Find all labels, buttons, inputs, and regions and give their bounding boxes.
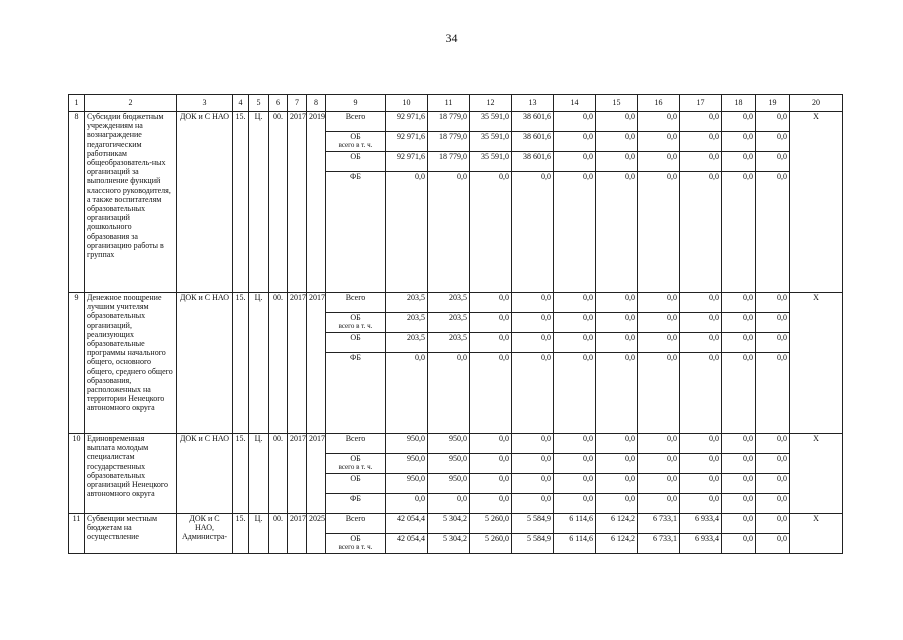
- amount-cell: 0,0: [638, 172, 680, 293]
- amount-cell: 5 584,9: [512, 534, 554, 554]
- code-cell: 15.: [233, 434, 249, 514]
- funding-source-sub: всего в т. ч.: [338, 141, 373, 150]
- funding-source-label: ОБ: [350, 454, 361, 463]
- amount-cell: 0,0: [680, 132, 722, 152]
- amount-cell: 35 591,0: [470, 112, 512, 132]
- start-year: 2017: [288, 514, 307, 554]
- row-number: 8: [69, 112, 85, 293]
- code-cell: 00.: [269, 434, 288, 514]
- amount-cell: 0,0: [756, 293, 790, 313]
- activity-description: Единовременная выплата молодым специалистам государственных образовательных организаций Ненецкого автономного округа: [85, 434, 177, 514]
- amount-cell: 92 971,6: [386, 112, 428, 132]
- funding-source-sub: всего в т. ч.: [338, 543, 373, 552]
- column-number: 9: [326, 95, 386, 112]
- funding-source: [326, 494, 386, 514]
- start-year: 2017: [288, 112, 307, 293]
- amount-cell: 950,0: [386, 474, 428, 494]
- amount-cell: 0,0: [470, 353, 512, 434]
- row-number: 11: [69, 514, 85, 554]
- funding-source-label: ОБ: [350, 152, 361, 161]
- column-number: 5: [249, 95, 269, 112]
- executor: ДОК и С НАО, Администра-: [177, 514, 233, 554]
- funding-source-label: ФБ: [350, 353, 361, 362]
- amount-cell: 0,0: [596, 474, 638, 494]
- amount-cell: 0,0: [512, 313, 554, 333]
- amount-cell: 0,0: [680, 112, 722, 132]
- amount-cell: 0,0: [386, 172, 428, 293]
- amount-cell: 6 933,4: [680, 514, 722, 534]
- amount-cell: 0,0: [756, 172, 790, 293]
- amount-cell: 0,0: [596, 293, 638, 313]
- amount-cell: 5 304,2: [428, 534, 470, 554]
- amount-cell: 38 601,6: [512, 152, 554, 172]
- row-number: 10: [69, 434, 85, 514]
- amount-cell: 0,0: [554, 474, 596, 494]
- column-number: 16: [638, 95, 680, 112]
- funding-source: [326, 132, 386, 152]
- financing-table: [68, 94, 843, 554]
- amount-cell: 0,0: [680, 333, 722, 353]
- amount-cell: 0,0: [512, 494, 554, 514]
- column-number: 12: [470, 95, 512, 112]
- amount-cell: 0,0: [756, 152, 790, 172]
- table-row: [69, 434, 843, 454]
- column-number: 17: [680, 95, 722, 112]
- amount-cell: 0,0: [596, 152, 638, 172]
- column-number: 4: [233, 95, 249, 112]
- funding-source: [326, 152, 386, 172]
- page-number: 34: [445, 31, 458, 45]
- funding-source-label: ОБ: [350, 534, 361, 543]
- amount-cell: 0,0: [638, 434, 680, 454]
- amount-cell: 0,0: [638, 474, 680, 494]
- amount-cell: 203,5: [428, 313, 470, 333]
- amount-cell: 0,0: [554, 152, 596, 172]
- funding-source-label: ФБ: [350, 172, 361, 181]
- amount-cell: 0,0: [428, 353, 470, 434]
- funding-source: [326, 434, 386, 454]
- result-indicator: Х: [790, 112, 843, 293]
- column-number: 14: [554, 95, 596, 112]
- amount-cell: 0,0: [554, 293, 596, 313]
- amount-cell: 0,0: [722, 534, 756, 554]
- amount-cell: 0,0: [470, 333, 512, 353]
- amount-cell: 18 779,0: [428, 132, 470, 152]
- amount-cell: 0,0: [638, 112, 680, 132]
- amount-cell: 0,0: [596, 172, 638, 293]
- amount-cell: 35 591,0: [470, 152, 512, 172]
- funding-source: [326, 112, 386, 132]
- amount-cell: 0,0: [596, 434, 638, 454]
- amount-cell: 0,0: [722, 434, 756, 454]
- amount-cell: 0,0: [554, 112, 596, 132]
- amount-cell: 6 124,2: [596, 534, 638, 554]
- amount-cell: 203,5: [428, 293, 470, 313]
- funding-source: [326, 333, 386, 353]
- funding-source-label: Всего: [345, 514, 366, 523]
- table-row: [69, 514, 843, 534]
- amount-cell: 5 304,2: [428, 514, 470, 534]
- amount-cell: 92 971,6: [386, 132, 428, 152]
- funding-source: [326, 474, 386, 494]
- amount-cell: 0,0: [470, 474, 512, 494]
- amount-cell: 0,0: [470, 494, 512, 514]
- code-cell: Ц.: [249, 112, 269, 293]
- funding-source-sub: всего в т. ч.: [338, 463, 373, 472]
- amount-cell: 0,0: [680, 353, 722, 434]
- amount-cell: 0,0: [512, 172, 554, 293]
- amount-cell: 6 733,1: [638, 514, 680, 534]
- activity-description: Субвенции местным бюджетам на осуществление: [85, 514, 177, 554]
- amount-cell: 6 114,6: [554, 534, 596, 554]
- code-cell: 00.: [269, 293, 288, 434]
- column-number: 1: [69, 95, 85, 112]
- code-cell: 15.: [233, 112, 249, 293]
- column-number: 19: [756, 95, 790, 112]
- funding-source: [326, 353, 386, 434]
- column-number: 20: [790, 95, 843, 112]
- amount-cell: 950,0: [428, 454, 470, 474]
- amount-cell: 0,0: [722, 112, 756, 132]
- amount-cell: 0,0: [512, 333, 554, 353]
- amount-cell: 0,0: [680, 172, 722, 293]
- amount-cell: 0,0: [638, 293, 680, 313]
- amount-cell: 35 591,0: [470, 132, 512, 152]
- amount-cell: 0,0: [722, 293, 756, 313]
- amount-cell: 5 260,0: [470, 514, 512, 534]
- result-indicator: Х: [790, 293, 843, 434]
- amount-cell: 0,0: [756, 132, 790, 152]
- amount-cell: 0,0: [596, 333, 638, 353]
- amount-cell: 950,0: [428, 474, 470, 494]
- amount-cell: 0,0: [756, 454, 790, 474]
- amount-cell: 0,0: [554, 454, 596, 474]
- amount-cell: 0,0: [680, 313, 722, 333]
- amount-cell: 6 933,4: [680, 534, 722, 554]
- amount-cell: 0,0: [638, 132, 680, 152]
- code-cell: 15.: [233, 293, 249, 434]
- column-number: 8: [307, 95, 326, 112]
- amount-cell: 0,0: [680, 454, 722, 474]
- row-number: 9: [69, 293, 85, 434]
- end-year: 2025: [307, 514, 326, 554]
- amount-cell: 0,0: [756, 514, 790, 534]
- end-year: 2019: [307, 112, 326, 293]
- amount-cell: 0,0: [470, 454, 512, 474]
- column-number-row: [69, 95, 843, 112]
- amount-cell: 0,0: [756, 474, 790, 494]
- amount-cell: 203,5: [428, 333, 470, 353]
- amount-cell: 0,0: [470, 293, 512, 313]
- amount-cell: 0,0: [512, 353, 554, 434]
- start-year: 2017: [288, 293, 307, 434]
- amount-cell: 0,0: [554, 172, 596, 293]
- amount-cell: 0,0: [470, 172, 512, 293]
- amount-cell: 0,0: [512, 474, 554, 494]
- amount-cell: 0,0: [638, 152, 680, 172]
- amount-cell: 0,0: [596, 353, 638, 434]
- amount-cell: 0,0: [470, 313, 512, 333]
- funding-source-label: ОБ: [350, 333, 361, 342]
- amount-cell: 0,0: [756, 353, 790, 434]
- amount-cell: 950,0: [428, 434, 470, 454]
- amount-cell: 0,0: [722, 333, 756, 353]
- amount-cell: 6 124,2: [596, 514, 638, 534]
- amount-cell: 18 779,0: [428, 112, 470, 132]
- funding-source-label: ОБ: [350, 132, 361, 141]
- amount-cell: 6 114,6: [554, 514, 596, 534]
- funding-source-label: Всего: [345, 293, 366, 302]
- amount-cell: 0,0: [756, 333, 790, 353]
- amount-cell: 0,0: [428, 172, 470, 293]
- funding-source: [326, 454, 386, 474]
- funding-source-label: Всего: [345, 112, 366, 121]
- executor: ДОК и С НАО: [177, 434, 233, 514]
- amount-cell: 38 601,6: [512, 112, 554, 132]
- amount-cell: 950,0: [386, 454, 428, 474]
- amount-cell: 0,0: [756, 494, 790, 514]
- amount-cell: 0,0: [680, 434, 722, 454]
- amount-cell: 38 601,6: [512, 132, 554, 152]
- amount-cell: 6 733,1: [638, 534, 680, 554]
- table-row: [69, 293, 843, 313]
- amount-cell: 0,0: [756, 112, 790, 132]
- amount-cell: 0,0: [386, 494, 428, 514]
- column-number: 3: [177, 95, 233, 112]
- amount-cell: 0,0: [596, 454, 638, 474]
- amount-cell: 203,5: [386, 293, 428, 313]
- amount-cell: 0,0: [756, 313, 790, 333]
- amount-cell: 0,0: [756, 534, 790, 554]
- executor: ДОК и С НАО: [177, 293, 233, 434]
- amount-cell: 0,0: [722, 474, 756, 494]
- funding-source: [326, 172, 386, 293]
- column-number: 10: [386, 95, 428, 112]
- end-year: 2017: [307, 434, 326, 514]
- column-number: 2: [85, 95, 177, 112]
- result-indicator: Х: [790, 514, 843, 554]
- start-year: 2017: [288, 434, 307, 514]
- amount-cell: 0,0: [756, 434, 790, 454]
- funding-source: [326, 534, 386, 554]
- amount-cell: 42 054,4: [386, 514, 428, 534]
- column-number: 6: [269, 95, 288, 112]
- amount-cell: 950,0: [386, 434, 428, 454]
- amount-cell: 0,0: [512, 434, 554, 454]
- code-cell: 00.: [269, 514, 288, 554]
- funding-source-sub: всего в т. ч.: [338, 322, 373, 331]
- amount-cell: 0,0: [386, 353, 428, 434]
- amount-cell: 0,0: [512, 454, 554, 474]
- amount-cell: 0,0: [596, 494, 638, 514]
- amount-cell: 5 260,0: [470, 534, 512, 554]
- funding-source: [326, 293, 386, 313]
- amount-cell: 0,0: [596, 132, 638, 152]
- column-number: 15: [596, 95, 638, 112]
- amount-cell: 0,0: [722, 454, 756, 474]
- amount-cell: 203,5: [386, 333, 428, 353]
- amount-cell: 0,0: [638, 313, 680, 333]
- amount-cell: 0,0: [428, 494, 470, 514]
- amount-cell: 92 971,6: [386, 152, 428, 172]
- code-cell: Ц.: [249, 514, 269, 554]
- amount-cell: 0,0: [722, 172, 756, 293]
- amount-cell: 0,0: [680, 474, 722, 494]
- amount-cell: 18 779,0: [428, 152, 470, 172]
- funding-source-label: ОБ: [350, 313, 361, 322]
- end-year: 2017: [307, 293, 326, 434]
- amount-cell: 0,0: [638, 353, 680, 434]
- column-number: 11: [428, 95, 470, 112]
- activity-description: Субсидии бюджетным учреждениям на вознаграждение педагогическим работникам общеобразователь-ных организаций за выполнение функций классного руководителя, а также воспитателям образовательных организаций дошкольного образования за организацию работы в группах: [85, 112, 177, 293]
- funding-source-label: Всего: [345, 434, 366, 443]
- amount-cell: 0,0: [554, 353, 596, 434]
- amount-cell: 0,0: [512, 293, 554, 313]
- amount-cell: 0,0: [638, 494, 680, 514]
- column-number: 18: [722, 95, 756, 112]
- amount-cell: 0,0: [680, 293, 722, 313]
- funding-source: [326, 313, 386, 333]
- amount-cell: 0,0: [596, 112, 638, 132]
- activity-description: Денежное поощрение лучшим учителям образовательных организаций, реализующих образовательные программы начального общего, основного общего, среднего общего образования, расположенных на территории Ненецкого автономного округа: [85, 293, 177, 434]
- amount-cell: 0,0: [470, 434, 512, 454]
- code-cell: 00.: [269, 112, 288, 293]
- amount-cell: 0,0: [722, 132, 756, 152]
- code-cell: Ц.: [249, 434, 269, 514]
- amount-cell: 0,0: [722, 514, 756, 534]
- executor: ДОК и С НАО: [177, 112, 233, 293]
- table-row: [69, 112, 843, 132]
- amount-cell: 0,0: [554, 494, 596, 514]
- amount-cell: 203,5: [386, 313, 428, 333]
- amount-cell: 5 584,9: [512, 514, 554, 534]
- amount-cell: 0,0: [554, 434, 596, 454]
- amount-cell: 0,0: [596, 313, 638, 333]
- amount-cell: 0,0: [722, 152, 756, 172]
- column-number: 13: [512, 95, 554, 112]
- funding-source: [326, 514, 386, 534]
- column-number: 7: [288, 95, 307, 112]
- code-cell: 15.: [233, 514, 249, 554]
- amount-cell: 0,0: [638, 454, 680, 474]
- amount-cell: 0,0: [680, 152, 722, 172]
- amount-cell: 0,0: [680, 494, 722, 514]
- amount-cell: 0,0: [722, 494, 756, 514]
- result-indicator: Х: [790, 434, 843, 514]
- funding-source-label: ОБ: [350, 474, 361, 483]
- amount-cell: 0,0: [554, 313, 596, 333]
- amount-cell: 0,0: [638, 333, 680, 353]
- amount-cell: 42 054,4: [386, 534, 428, 554]
- funding-source-label: ФБ: [350, 494, 361, 503]
- amount-cell: 0,0: [554, 132, 596, 152]
- amount-cell: 0,0: [554, 333, 596, 353]
- code-cell: Ц.: [249, 293, 269, 434]
- amount-cell: 0,0: [722, 313, 756, 333]
- amount-cell: 0,0: [722, 353, 756, 434]
